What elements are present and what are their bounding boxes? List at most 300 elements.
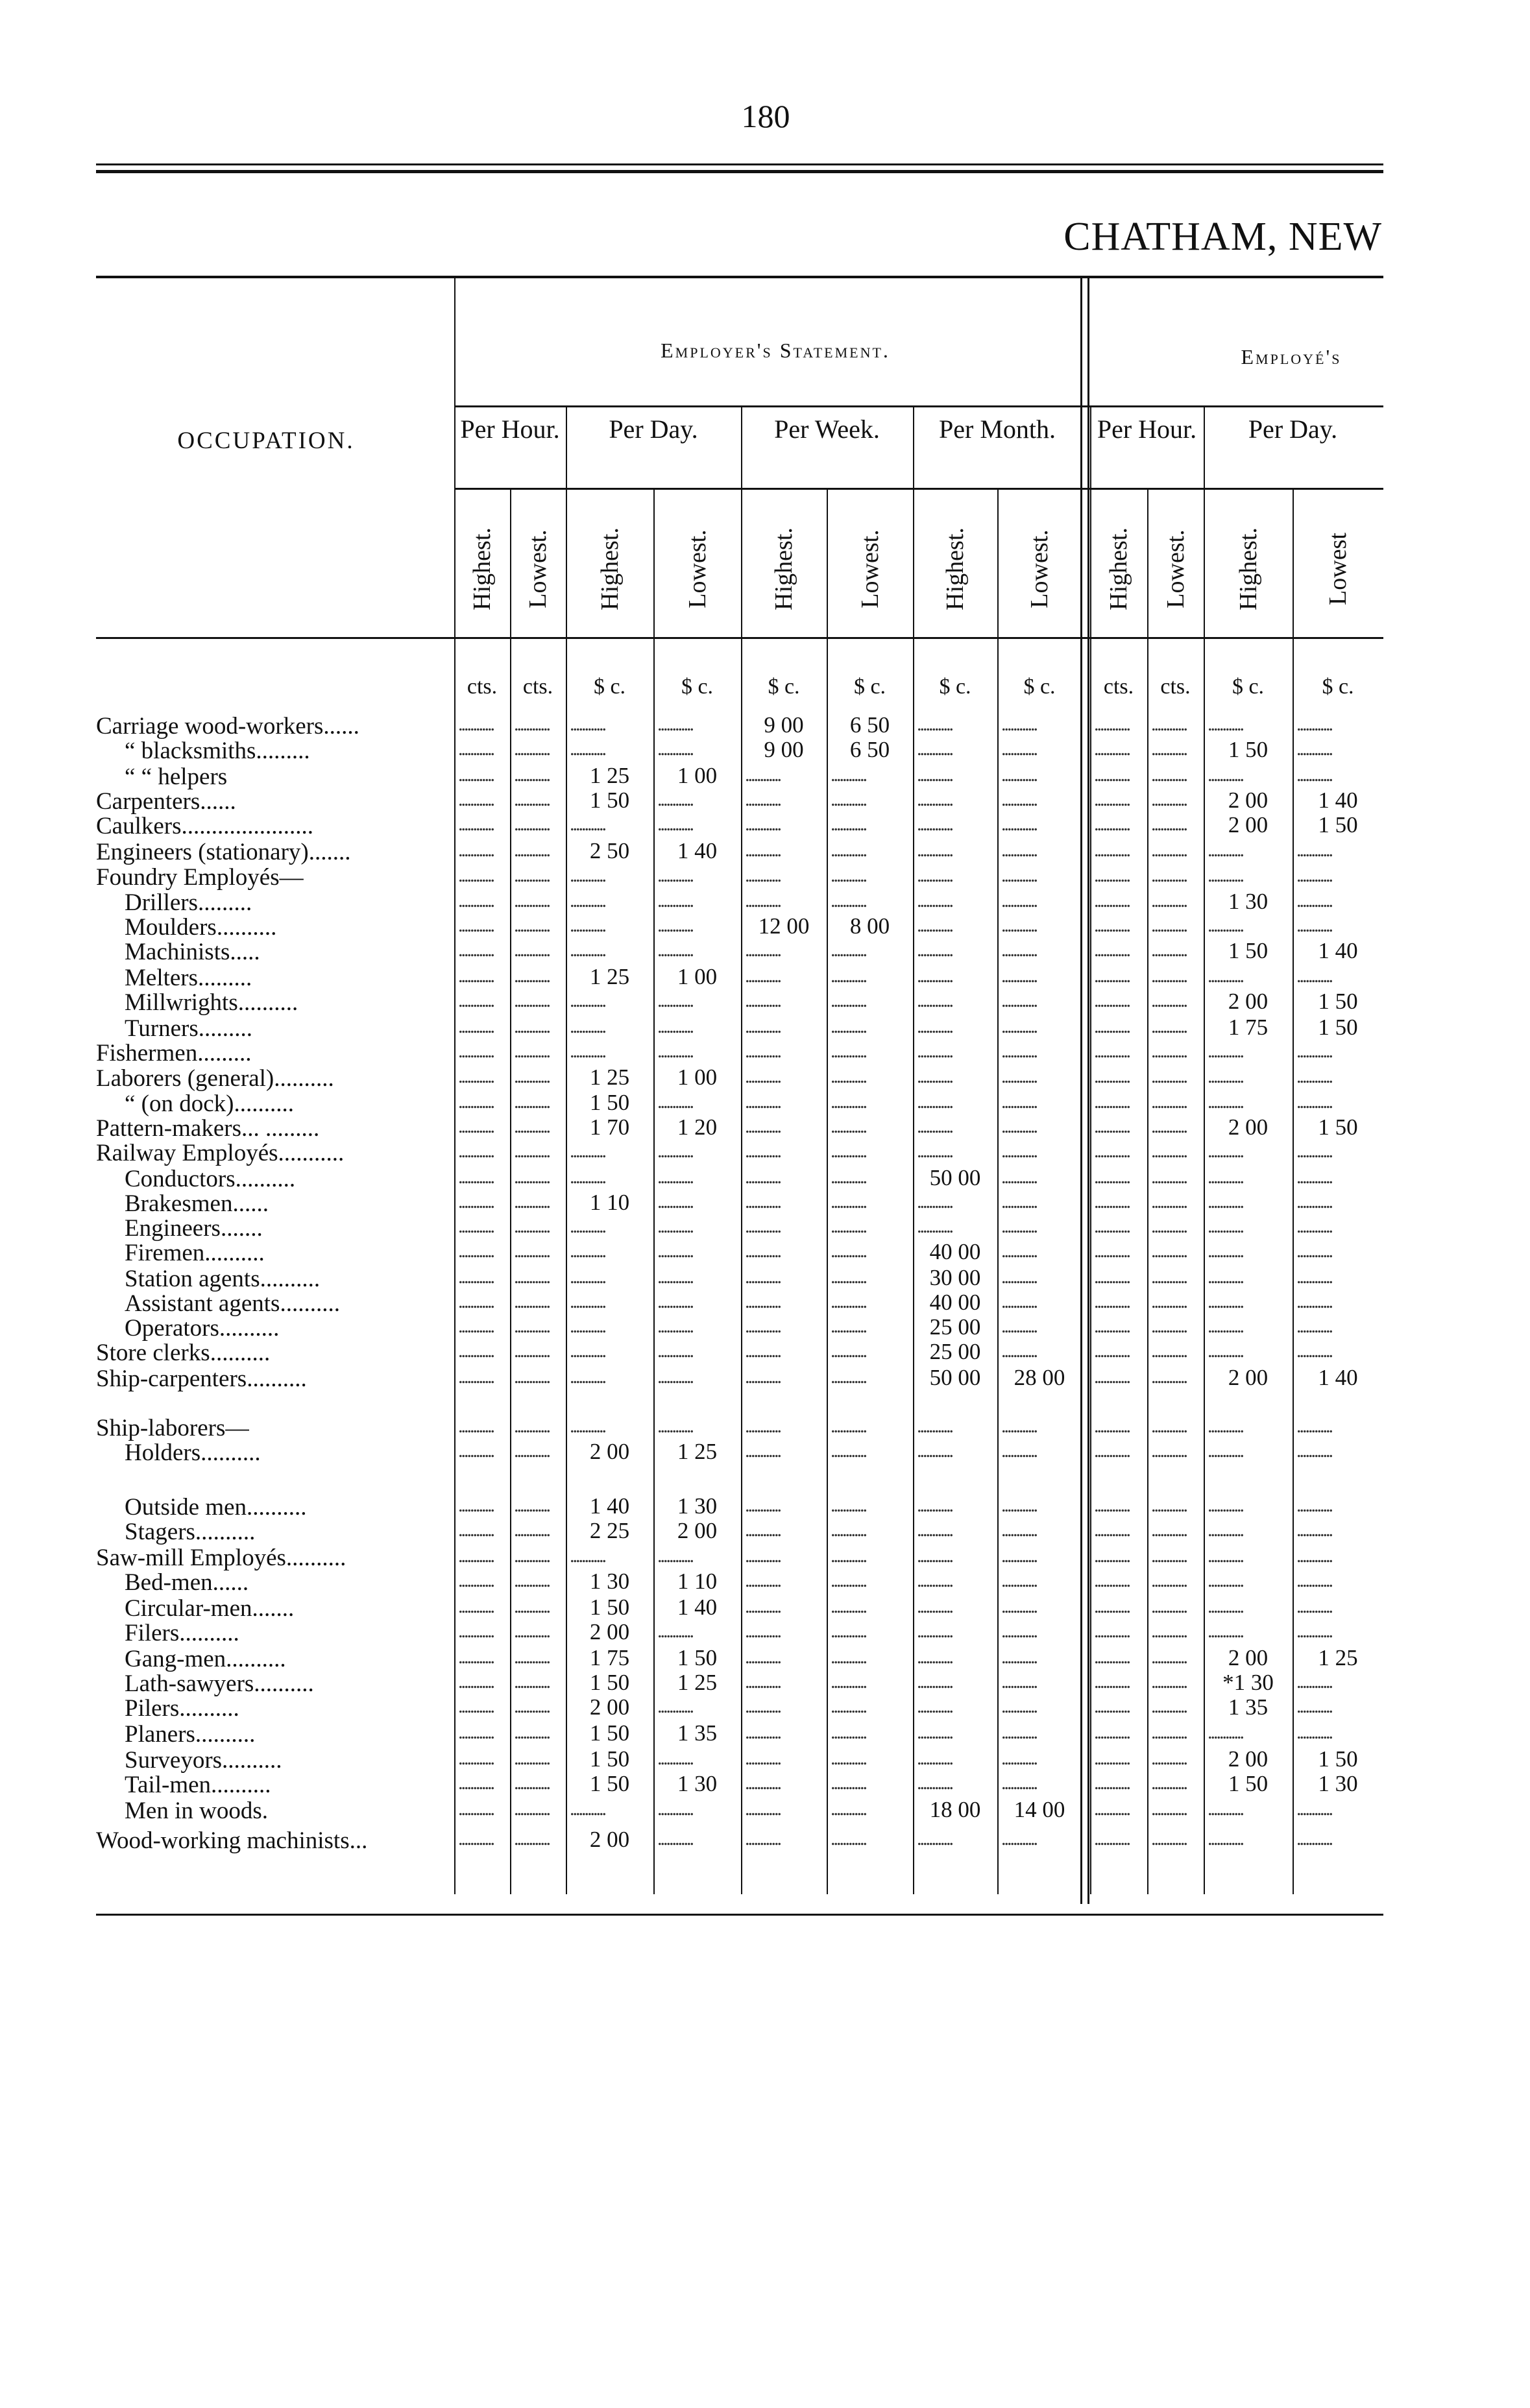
top-rule-thin (96, 163, 1383, 165)
leader-dots: ............ (1208, 1041, 1243, 1062)
occupation-label: Lath-sawyers.......... (125, 1670, 314, 1697)
leader-dots: ............ (1001, 714, 1036, 735)
wage-value: 50 00 (929, 1365, 981, 1390)
wage-value: 1 50 (1318, 1746, 1358, 1772)
leader-dots: ............ (1001, 764, 1036, 786)
leader-dots: ............ (1001, 1646, 1036, 1668)
leader-dots: ............ (1094, 1091, 1129, 1113)
leader-dots: ............ (570, 1266, 605, 1288)
leader-dots: ............ (1296, 1570, 1331, 1591)
leader-dots: ............ (1296, 1495, 1331, 1516)
leader-dots: ............ (1094, 1646, 1129, 1668)
leader-dots: ............ (1151, 1366, 1186, 1388)
leader-dots: ............ (1151, 1415, 1186, 1437)
wage-value: 1 30 (677, 1493, 718, 1519)
leader-dots: ............ (458, 915, 493, 936)
wage-value: 1 00 (677, 1065, 718, 1090)
leader-dots: ............ (514, 1066, 549, 1087)
leader-dots: ............ (745, 1722, 780, 1743)
wage-value: 1 50 (589, 1746, 630, 1772)
leader-dots: ............ (458, 1596, 493, 1617)
occupation-label: Millwrights.......... (125, 989, 298, 1016)
unit-label: $ c. (681, 675, 714, 699)
leader-dots: ............ (1208, 1166, 1243, 1188)
leader-dots: ............ (917, 1016, 952, 1037)
leader-dots: ............ (657, 1798, 692, 1820)
leader-dots: ............ (1208, 1828, 1243, 1849)
leader-dots: ............ (514, 1116, 549, 1137)
leader-dots: ............ (458, 990, 493, 1011)
leader-dots: ............ (514, 764, 549, 786)
leader-dots: ............ (514, 1316, 549, 1337)
leader-dots: ............ (458, 1828, 493, 1849)
leader-dots: ............ (570, 1291, 605, 1312)
wage-value: 1 50 (589, 1720, 630, 1746)
leader-dots: ............ (458, 1116, 493, 1137)
leader-dots: ............ (745, 1646, 780, 1668)
leader-dots: ............ (657, 1266, 692, 1288)
employee-per-hour: Per Hour. (1097, 415, 1197, 444)
leader-dots: ............ (657, 738, 692, 760)
leader-dots: ............ (1001, 865, 1036, 886)
leader-dots: ............ (831, 764, 866, 786)
leader-dots: ............ (458, 1620, 493, 1642)
leader-dots: ............ (1208, 1545, 1243, 1567)
leader-dots: ............ (1151, 1140, 1186, 1162)
leader-dots: ............ (657, 1748, 692, 1769)
leader-dots: ............ (1094, 839, 1129, 861)
wage-value: 1 50 (589, 1771, 630, 1796)
wage-value: 2 00 (1228, 1114, 1269, 1140)
employer-per-week: Per Week. (774, 415, 880, 444)
leader-dots: ............ (514, 1366, 549, 1388)
occupation-column-rule (454, 276, 455, 1894)
leader-dots: ............ (745, 1166, 780, 1188)
unit-label: $ c. (593, 675, 626, 699)
occupation-label: Drillers......... (125, 889, 252, 916)
leader-dots: ............ (657, 865, 692, 886)
column-header-ed_h: Highest. (1234, 527, 1262, 610)
leader-dots: ............ (917, 1191, 952, 1212)
leader-dots: ............ (917, 1519, 952, 1541)
leader-dots: ............ (458, 1166, 493, 1188)
column-header-d_h: Highest. (596, 527, 624, 610)
leader-dots: ............ (1094, 1696, 1129, 1717)
leader-dots: ............ (745, 1415, 780, 1437)
leader-dots: ............ (917, 890, 952, 911)
leader-dots: ............ (1001, 1671, 1036, 1692)
leader-dots: ............ (458, 1696, 493, 1717)
leader-dots: ............ (1094, 1495, 1129, 1516)
leader-dots: ............ (1151, 1646, 1186, 1668)
wage-value: 8 00 (849, 913, 890, 939)
leader-dots: ............ (1094, 1570, 1129, 1591)
leader-dots: ............ (831, 990, 866, 1011)
leader-dots: ............ (1208, 1440, 1243, 1462)
leader-dots: ............ (745, 1316, 780, 1337)
leader-dots: ............ (1208, 1495, 1243, 1516)
column-rule (1204, 407, 1205, 1894)
leader-dots: ............ (657, 1166, 692, 1188)
occupation-label: Pattern-makers... ......... (96, 1115, 320, 1142)
leader-dots: ............ (1151, 839, 1186, 861)
wage-value: 2 00 (589, 1827, 630, 1852)
occupation-label: Carriage wood-workers...... (96, 713, 359, 740)
leader-dots: ............ (1151, 890, 1186, 911)
wage-value: 2 00 (1228, 989, 1269, 1014)
leader-dots: ............ (745, 1495, 780, 1516)
table-bottom-rule (96, 1914, 1383, 1916)
wage-value: 1 40 (677, 1595, 718, 1620)
leader-dots: ............ (831, 1216, 866, 1237)
employer-per-month: Per Month. (939, 415, 1056, 444)
unit-label: $ c. (1322, 675, 1354, 699)
leader-dots: ............ (1208, 1798, 1243, 1820)
leader-dots: ............ (570, 1041, 605, 1062)
leader-dots: ............ (514, 990, 549, 1011)
leader-dots: ............ (1094, 1519, 1129, 1541)
wage-value: 1 30 (677, 1771, 718, 1796)
leader-dots: ............ (1001, 1570, 1036, 1591)
leader-dots: ............ (514, 1570, 549, 1591)
leader-dots: ............ (514, 1091, 549, 1113)
leader-dots: ............ (917, 1696, 952, 1717)
leader-dots: ............ (1094, 1166, 1129, 1188)
occupation-label: Planers.......... (125, 1721, 256, 1748)
column-header-eh_h: Highest. (1105, 527, 1132, 610)
leader-dots: ............ (1296, 1266, 1331, 1288)
leader-dots: ............ (1001, 915, 1036, 936)
leader-dots: ............ (831, 1772, 866, 1794)
leader-dots: ............ (1094, 1291, 1129, 1312)
wage-value: 1 25 (589, 1065, 630, 1090)
leader-dots: ............ (917, 865, 952, 886)
leader-dots: ............ (1094, 1016, 1129, 1037)
group-divider-rule (1087, 276, 1089, 1904)
column-header-w_l: Lowest. (856, 529, 884, 608)
leader-dots: ............ (831, 1016, 866, 1037)
wage-value: 1 25 (589, 964, 630, 989)
leader-dots: ............ (1094, 1266, 1129, 1288)
occupation-label: Caulkers...................... (96, 813, 314, 839)
leader-dots: ............ (831, 1415, 866, 1437)
wage-value: 2 00 (1228, 1645, 1269, 1670)
column-rule (653, 488, 655, 1894)
wage-value: 2 00 (589, 1619, 630, 1644)
leader-dots: ............ (458, 890, 493, 911)
leader-dots: ............ (1208, 1340, 1243, 1362)
leader-dots: ............ (831, 1266, 866, 1288)
leader-dots: ............ (831, 890, 866, 911)
leader-dots: ............ (831, 1495, 866, 1516)
leader-dots: ............ (745, 990, 780, 1011)
wage-value: 1 75 (1228, 1015, 1269, 1040)
leader-dots: ............ (745, 965, 780, 987)
leader-dots: ............ (1094, 1748, 1129, 1769)
wage-value: 1 50 (1318, 812, 1358, 837)
leader-dots: ............ (745, 839, 780, 861)
wage-value: 1 10 (589, 1190, 630, 1215)
top-rule-thick (96, 170, 1383, 173)
leader-dots: ............ (1094, 714, 1129, 735)
leader-dots: ............ (1151, 1570, 1186, 1591)
unit-label: $ c. (1232, 675, 1265, 699)
leader-dots: ............ (1094, 1216, 1129, 1237)
leader-dots: ............ (570, 865, 605, 886)
leader-dots: ............ (657, 1366, 692, 1388)
leader-dots: ............ (570, 813, 605, 835)
page-number: 180 (741, 98, 790, 134)
leader-dots: ............ (514, 1191, 549, 1212)
leader-dots: ............ (1296, 839, 1331, 861)
leader-dots: ............ (745, 1041, 780, 1062)
leader-dots: ............ (745, 1696, 780, 1717)
leader-dots: ............ (514, 865, 549, 886)
wage-value: 1 30 (1318, 1771, 1358, 1796)
occupation-label: Outside men.......... (125, 1494, 307, 1521)
column-header-m_l: Lowest. (1026, 529, 1053, 608)
leader-dots: ............ (1296, 714, 1331, 735)
leader-dots: ............ (570, 738, 605, 760)
occupation-label: Station agents.......... (125, 1266, 321, 1292)
leader-dots: ............ (1001, 1748, 1036, 1769)
leader-dots: ............ (1001, 1495, 1036, 1516)
leader-dots: ............ (831, 1748, 866, 1769)
leader-dots: ............ (745, 789, 780, 810)
wage-value: 18 00 (929, 1797, 981, 1822)
leader-dots: ............ (514, 939, 549, 961)
leader-dots: ............ (831, 1570, 866, 1591)
leader-dots: ............ (657, 1340, 692, 1362)
leader-dots: ............ (1094, 1316, 1129, 1337)
leader-dots: ............ (745, 1016, 780, 1037)
leader-dots: ............ (831, 1066, 866, 1087)
leader-dots: ............ (917, 789, 952, 810)
column-header-w_h: Highest. (770, 527, 797, 610)
column-rule (510, 488, 511, 1894)
leader-dots: ............ (745, 1140, 780, 1162)
leader-dots: ............ (1208, 865, 1243, 886)
leader-dots: ............ (1094, 1828, 1129, 1849)
wage-value: 1 00 (677, 964, 718, 989)
leader-dots: ............ (745, 1620, 780, 1642)
leader-dots: ............ (1296, 1545, 1331, 1567)
leader-dots: ............ (1001, 1545, 1036, 1567)
leader-dots: ............ (1296, 1671, 1331, 1692)
leader-dots: ............ (917, 1415, 952, 1437)
leader-dots: ............ (831, 1696, 866, 1717)
leader-dots: ............ (657, 990, 692, 1011)
leader-dots: ............ (1001, 1828, 1036, 1849)
wage-value: 1 50 (1228, 737, 1269, 762)
occupation-label: Assistant agents.......... (125, 1290, 340, 1317)
leader-dots: ............ (514, 1291, 549, 1312)
leader-dots: ............ (458, 789, 493, 810)
leader-dots: ............ (1001, 1066, 1036, 1087)
leader-dots: ............ (1208, 1316, 1243, 1337)
leader-dots: ............ (1296, 865, 1331, 886)
wage-value: 1 50 (589, 1595, 630, 1620)
leader-dots: ............ (831, 839, 866, 861)
leader-dots: ............ (1094, 1116, 1129, 1137)
leader-dots: ............ (514, 1596, 549, 1617)
leader-dots: ............ (1094, 1440, 1129, 1462)
leader-dots: ............ (657, 890, 692, 911)
leader-dots: ............ (570, 1366, 605, 1388)
occupation-label: Engineers....... (125, 1215, 263, 1242)
table-top-rule (96, 276, 1383, 278)
leader-dots: ............ (1001, 1116, 1036, 1137)
leader-dots: ............ (1151, 1696, 1186, 1717)
leader-dots: ............ (745, 1440, 780, 1462)
leader-dots: ............ (917, 1748, 952, 1769)
leader-dots: ............ (1094, 738, 1129, 760)
leader-dots: ............ (1094, 1041, 1129, 1062)
column-rule (1090, 407, 1091, 1894)
leader-dots: ............ (1094, 1671, 1129, 1692)
column-rule (827, 488, 828, 1894)
leader-dots: ............ (1001, 1191, 1036, 1212)
leader-dots: ............ (1151, 764, 1186, 786)
wage-value: 1 25 (589, 763, 630, 788)
leader-dots: ............ (1296, 1216, 1331, 1237)
leader-dots: ............ (1151, 1266, 1186, 1288)
leader-dots: ............ (831, 1316, 866, 1337)
leader-dots: ............ (458, 1091, 493, 1113)
leader-dots: ............ (1001, 1596, 1036, 1617)
leader-dots: ............ (458, 1291, 493, 1312)
leader-dots: ............ (514, 1798, 549, 1820)
leader-dots: ............ (570, 1016, 605, 1037)
leader-dots: ............ (514, 1216, 549, 1237)
leader-dots: ............ (657, 1091, 692, 1113)
leader-dots: ............ (831, 1041, 866, 1062)
wage-value: 1 35 (1228, 1694, 1269, 1720)
leader-dots: ............ (1296, 915, 1331, 936)
employer-statement-header: Employer's Statement. (661, 339, 890, 362)
leader-dots: ............ (1151, 1798, 1186, 1820)
leader-dots: ............ (1296, 738, 1331, 760)
wage-value: 40 00 (929, 1290, 981, 1315)
leader-dots: ............ (514, 1722, 549, 1743)
column-rule (1147, 488, 1148, 1894)
leader-dots: ............ (458, 965, 493, 987)
leader-dots: ............ (657, 813, 692, 835)
leader-dots: ............ (1296, 1828, 1331, 1849)
leader-dots: ............ (1094, 789, 1129, 810)
column-rule (913, 407, 914, 1894)
occupation-label: “ (on dock).......... (125, 1090, 294, 1117)
leader-dots: ............ (514, 890, 549, 911)
occupation-label: Engineers (stationary)....... (96, 839, 351, 865)
leader-dots: ............ (1296, 1291, 1331, 1312)
leader-dots: ............ (657, 1828, 692, 1849)
leader-dots: ............ (657, 915, 692, 936)
leader-dots: ............ (831, 1340, 866, 1362)
leader-dots: ............ (1151, 1316, 1186, 1337)
leader-dots: ............ (657, 714, 692, 735)
leader-dots: ............ (1001, 1440, 1036, 1462)
leader-dots: ............ (1151, 714, 1186, 735)
leader-dots: ............ (1001, 813, 1036, 835)
leader-dots: ............ (570, 1316, 605, 1337)
leader-dots: ............ (514, 1415, 549, 1437)
leader-dots: ............ (1001, 738, 1036, 760)
leader-dots: ............ (917, 738, 952, 760)
column-header-h_l: Lowest. (524, 529, 552, 608)
leader-dots: ............ (570, 1216, 605, 1237)
leader-dots: ............ (1208, 1240, 1243, 1262)
leader-dots: ............ (831, 1091, 866, 1113)
wage-value: 1 30 (589, 1569, 630, 1594)
leader-dots: ............ (514, 915, 549, 936)
leader-dots: ............ (657, 1545, 692, 1567)
wage-value: *1 30 (1222, 1670, 1274, 1695)
column-header-m_h: Highest. (941, 527, 969, 610)
unit-label: $ c. (1023, 675, 1056, 699)
leader-dots: ............ (657, 1216, 692, 1237)
column-header-eh_l: Lowest. (1161, 529, 1189, 608)
leader-dots: ............ (831, 1191, 866, 1212)
column-rule (997, 488, 999, 1894)
leader-dots: ............ (1001, 965, 1036, 987)
leader-dots: ............ (831, 965, 866, 987)
leader-dots: ............ (514, 1772, 549, 1794)
leader-dots: ............ (1208, 1266, 1243, 1288)
wage-value: 1 40 (1318, 938, 1358, 963)
wage-value: 1 25 (677, 1439, 718, 1464)
leader-dots: ............ (1151, 1671, 1186, 1692)
leader-dots: ............ (1001, 990, 1036, 1011)
occupation-label: Railway Employés........... (96, 1140, 345, 1166)
occupation-label: Carpenters...... (96, 788, 236, 815)
leader-dots: ............ (831, 1671, 866, 1692)
leader-dots: ............ (1208, 1191, 1243, 1212)
occupation-label: Brakesmen...... (125, 1190, 269, 1217)
occupation-label: Store clerks.......... (96, 1340, 271, 1366)
leader-dots: ............ (1001, 1620, 1036, 1642)
leader-dots: ............ (1151, 1191, 1186, 1212)
leader-dots: ............ (570, 1240, 605, 1262)
leader-dots: ............ (570, 1166, 605, 1188)
leader-dots: ............ (1151, 1545, 1186, 1567)
leader-dots: ............ (917, 1545, 952, 1567)
leader-dots: ............ (1208, 1216, 1243, 1237)
wage-value: 1 75 (589, 1645, 630, 1670)
occupation-label: Men in woods. (125, 1798, 268, 1824)
leader-dots: ............ (657, 1140, 692, 1162)
wage-value: 2 00 (1228, 1365, 1269, 1390)
leader-dots: ............ (1151, 1519, 1186, 1541)
wage-value: 30 00 (929, 1265, 981, 1290)
occupation-label: Ship-laborers— (96, 1415, 250, 1441)
leader-dots: ............ (1151, 939, 1186, 961)
leader-dots: ............ (745, 1066, 780, 1087)
leader-dots: ............ (917, 1772, 952, 1794)
leader-dots: ............ (917, 1216, 952, 1237)
leader-dots: ............ (831, 1519, 866, 1541)
leader-dots: ............ (1296, 1316, 1331, 1337)
leader-dots: ............ (1208, 1596, 1243, 1617)
leader-dots: ............ (745, 813, 780, 835)
column-header-ed_l: Lowest (1324, 533, 1352, 605)
leader-dots: ............ (1296, 1696, 1331, 1717)
leader-dots: ............ (1001, 1291, 1036, 1312)
leader-dots: ............ (1001, 1216, 1036, 1237)
leader-dots: ............ (514, 1166, 549, 1188)
wage-value: 1 35 (677, 1720, 718, 1746)
wage-value: 1 50 (1318, 1114, 1358, 1140)
